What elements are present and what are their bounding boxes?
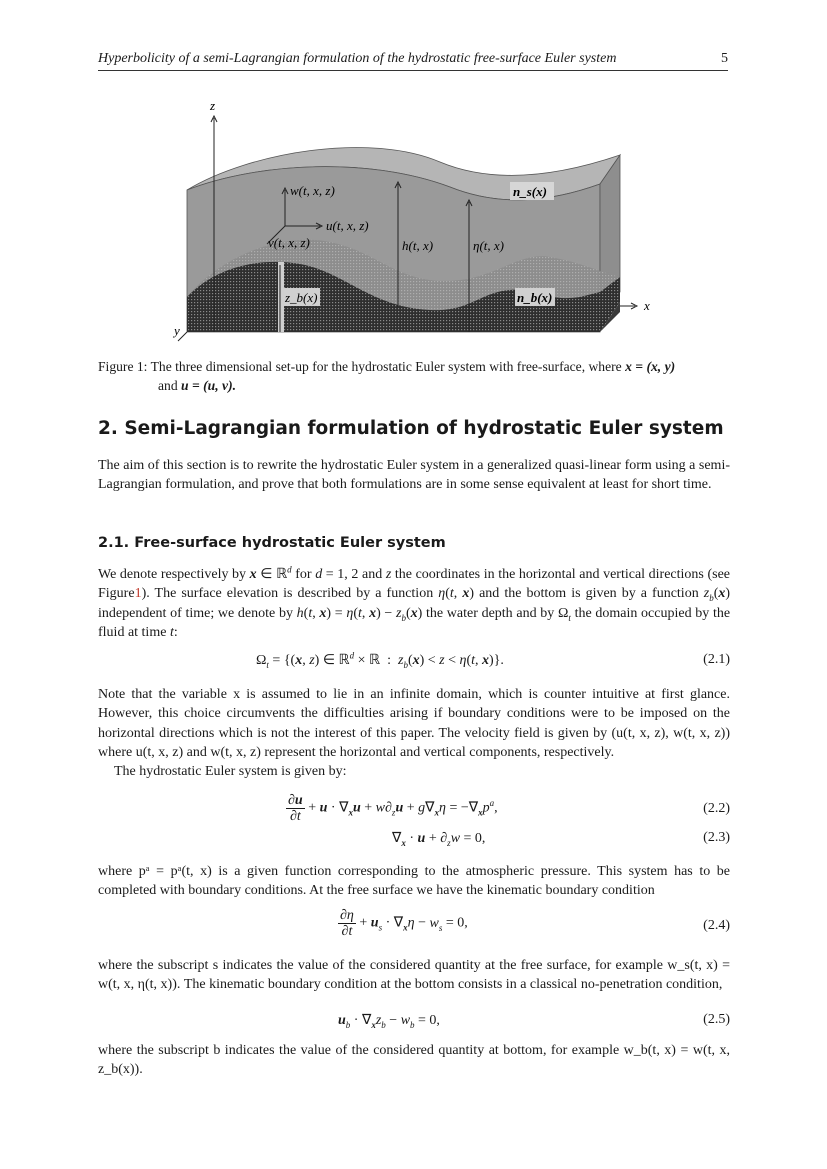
- label-eta: η(t, x): [473, 238, 504, 253]
- page-number: 5: [721, 51, 728, 66]
- p1-text-h: the water depth and by: [426, 605, 555, 621]
- running-header: [98, 50, 728, 71]
- label-ns: n_s(x): [513, 184, 547, 199]
- caption-eq-x: x = (x, y): [625, 359, 676, 374]
- label-nb: n_b(x): [517, 290, 553, 305]
- y-axis-label: y: [174, 323, 180, 338]
- caption-eq-u: u = (u, v).: [181, 378, 236, 393]
- equation-2-1: [98, 652, 730, 674]
- paragraph-3: The hydrostatic Euler system is given by:: [114, 764, 347, 779]
- running-title: Hyperbolicity of a semi-Lagrangian formulation of the hydrostatic free-surface Euler system: [98, 51, 617, 66]
- equation-number: (2.2): [703, 801, 730, 816]
- label-h: h(t, x): [402, 238, 434, 253]
- paragraph-4: where pᵃ = pᵃ(t, x) is a given function corresponding to the atmospheric pressure. This system has to be completed with boundary conditions. At the free surface we have the kinematic boundary condition: [98, 864, 730, 899]
- section-number: 2.: [98, 418, 118, 439]
- label-zb: z_b(x): [285, 290, 318, 305]
- equation-2-2: [98, 793, 730, 829]
- p1-text-i: the domain occupied by the fluid at time: [98, 605, 731, 640]
- caption-text: The three dimensional set-up for the hydrostatic Euler system with free-surface, where: [150, 359, 622, 374]
- equation-2-3-body: $\nabla_x \cdot u + \partial_zw = 0$,: [392, 831, 486, 848]
- figure-1-diagram: [170, 92, 650, 352]
- x-axis-label: x: [644, 298, 650, 313]
- subsection-heading: [98, 535, 446, 551]
- equation-2-5-body: $u_b \cdot \nabla_xz_b - w_b = 0$,: [338, 1013, 440, 1030]
- equation-2-4: [98, 908, 730, 944]
- paragraph-2: Note that the variable x is assumed to lie in an infinite domain, which is counter intuitive at first glance. However, this choice circumvents the difficulties arising if boundary conditions were to be imposed on the horizontal directions which is not the interest of this paper. The velocity field is given by (u(t, x, z), w(t, x, z)) where u(t, x, z) and w(t, x, z) represent the horizontal and vertical components, respectively.: [98, 687, 730, 760]
- p1-text-f: and the bottom is given by a function: [479, 586, 699, 602]
- section-title: Semi-Lagrangian formulation of hydrostatic Euler system: [124, 418, 724, 439]
- figure-caption: [98, 357, 730, 395]
- equation-number: (2.5): [703, 1012, 730, 1027]
- z-axis-label: z: [210, 98, 216, 113]
- equation-2-5: [98, 1012, 730, 1034]
- p1-text-e: ). The surface elevation is described by a function: [141, 586, 434, 602]
- equation-2-3: [98, 830, 730, 852]
- label-u: u(t, x, z): [326, 218, 369, 233]
- equation-2-2-body: $\frac{\partial u}{\partial t}$ + $u \cdot \nabla_xu + w\partial_zu + g\nabla_x\eta = -\nabla_xp^a$,: [288, 793, 498, 824]
- p1-text-c: and: [362, 567, 383, 582]
- figure-ref-link[interactable]: 1: [134, 586, 142, 602]
- p1-text-b: for: [295, 567, 312, 582]
- equation-2-1-body: $\Omega_t = \{(x$, z) ∈ ℝ$^d$ × ℝ : $z_b(x) < z < \eta(t$, x)}.: [256, 650, 504, 670]
- figure-1: [170, 92, 650, 352]
- p1-text-d: the coordinates in the horizontal and vertical directions (see Figure: [98, 567, 731, 602]
- label-v: v(t, x, z): [268, 235, 310, 250]
- p1-text-a: We denote respectively by: [98, 567, 247, 582]
- subsection-number: 2.1.: [98, 535, 130, 551]
- caption-label: Figure 1:: [98, 359, 148, 374]
- equation-number: (2.1): [703, 652, 730, 667]
- caption-and: and: [158, 378, 178, 393]
- section-intro: The aim of this section is to rewrite the hydrostatic Euler system in a generalized quasi-linear form using a semi-Lagrangian formulation, and prove that both formulations are in some sense equivalent at least for short time.: [98, 458, 730, 493]
- subsection-title: Free-surface hydrostatic Euler system: [134, 535, 446, 551]
- zb-strip: [278, 262, 284, 332]
- paragraph-5: where the subscript s indicates the value of the considered quantity at the free surface, for example w_s(t, x) = w(t, x, η(t, x)). The kinematic boundary condition at the bottom consists in a classical no-penetration condition,: [98, 958, 730, 993]
- paragraph-6: where the subscript b indicates the value of the considered quantity at bottom, for example w_b(t, x) = w(t, x, z_b(x)).: [98, 1043, 730, 1078]
- label-w: w(t, x, z): [290, 183, 335, 198]
- p1-text-g: independent of time; we denote by: [98, 605, 293, 621]
- equation-2-4-body: $\frac{\partial\eta}{\partial t}$ + $u_s \cdot \nabla_x\eta - w_s = 0$,: [340, 908, 468, 939]
- equation-number: (2.3): [703, 830, 730, 845]
- equation-number: (2.4): [703, 918, 730, 933]
- section-heading: [98, 418, 724, 439]
- paragraph-1: We denote respectively by x ∈ ℝ$^d$ for d = 1, 2 and z the coordinates in the horizontal and vertical directions (see Figure1). The surface elevation is described by a function η(t, x) and the bottom is given by a function $z_b(x)$ independent of time; we denote by h(t, x) = η(t, $x) - z_b(x)$ the water depth and by $\Omega_t$ the domain occupied by the fluid at time t:: [98, 564, 731, 640]
